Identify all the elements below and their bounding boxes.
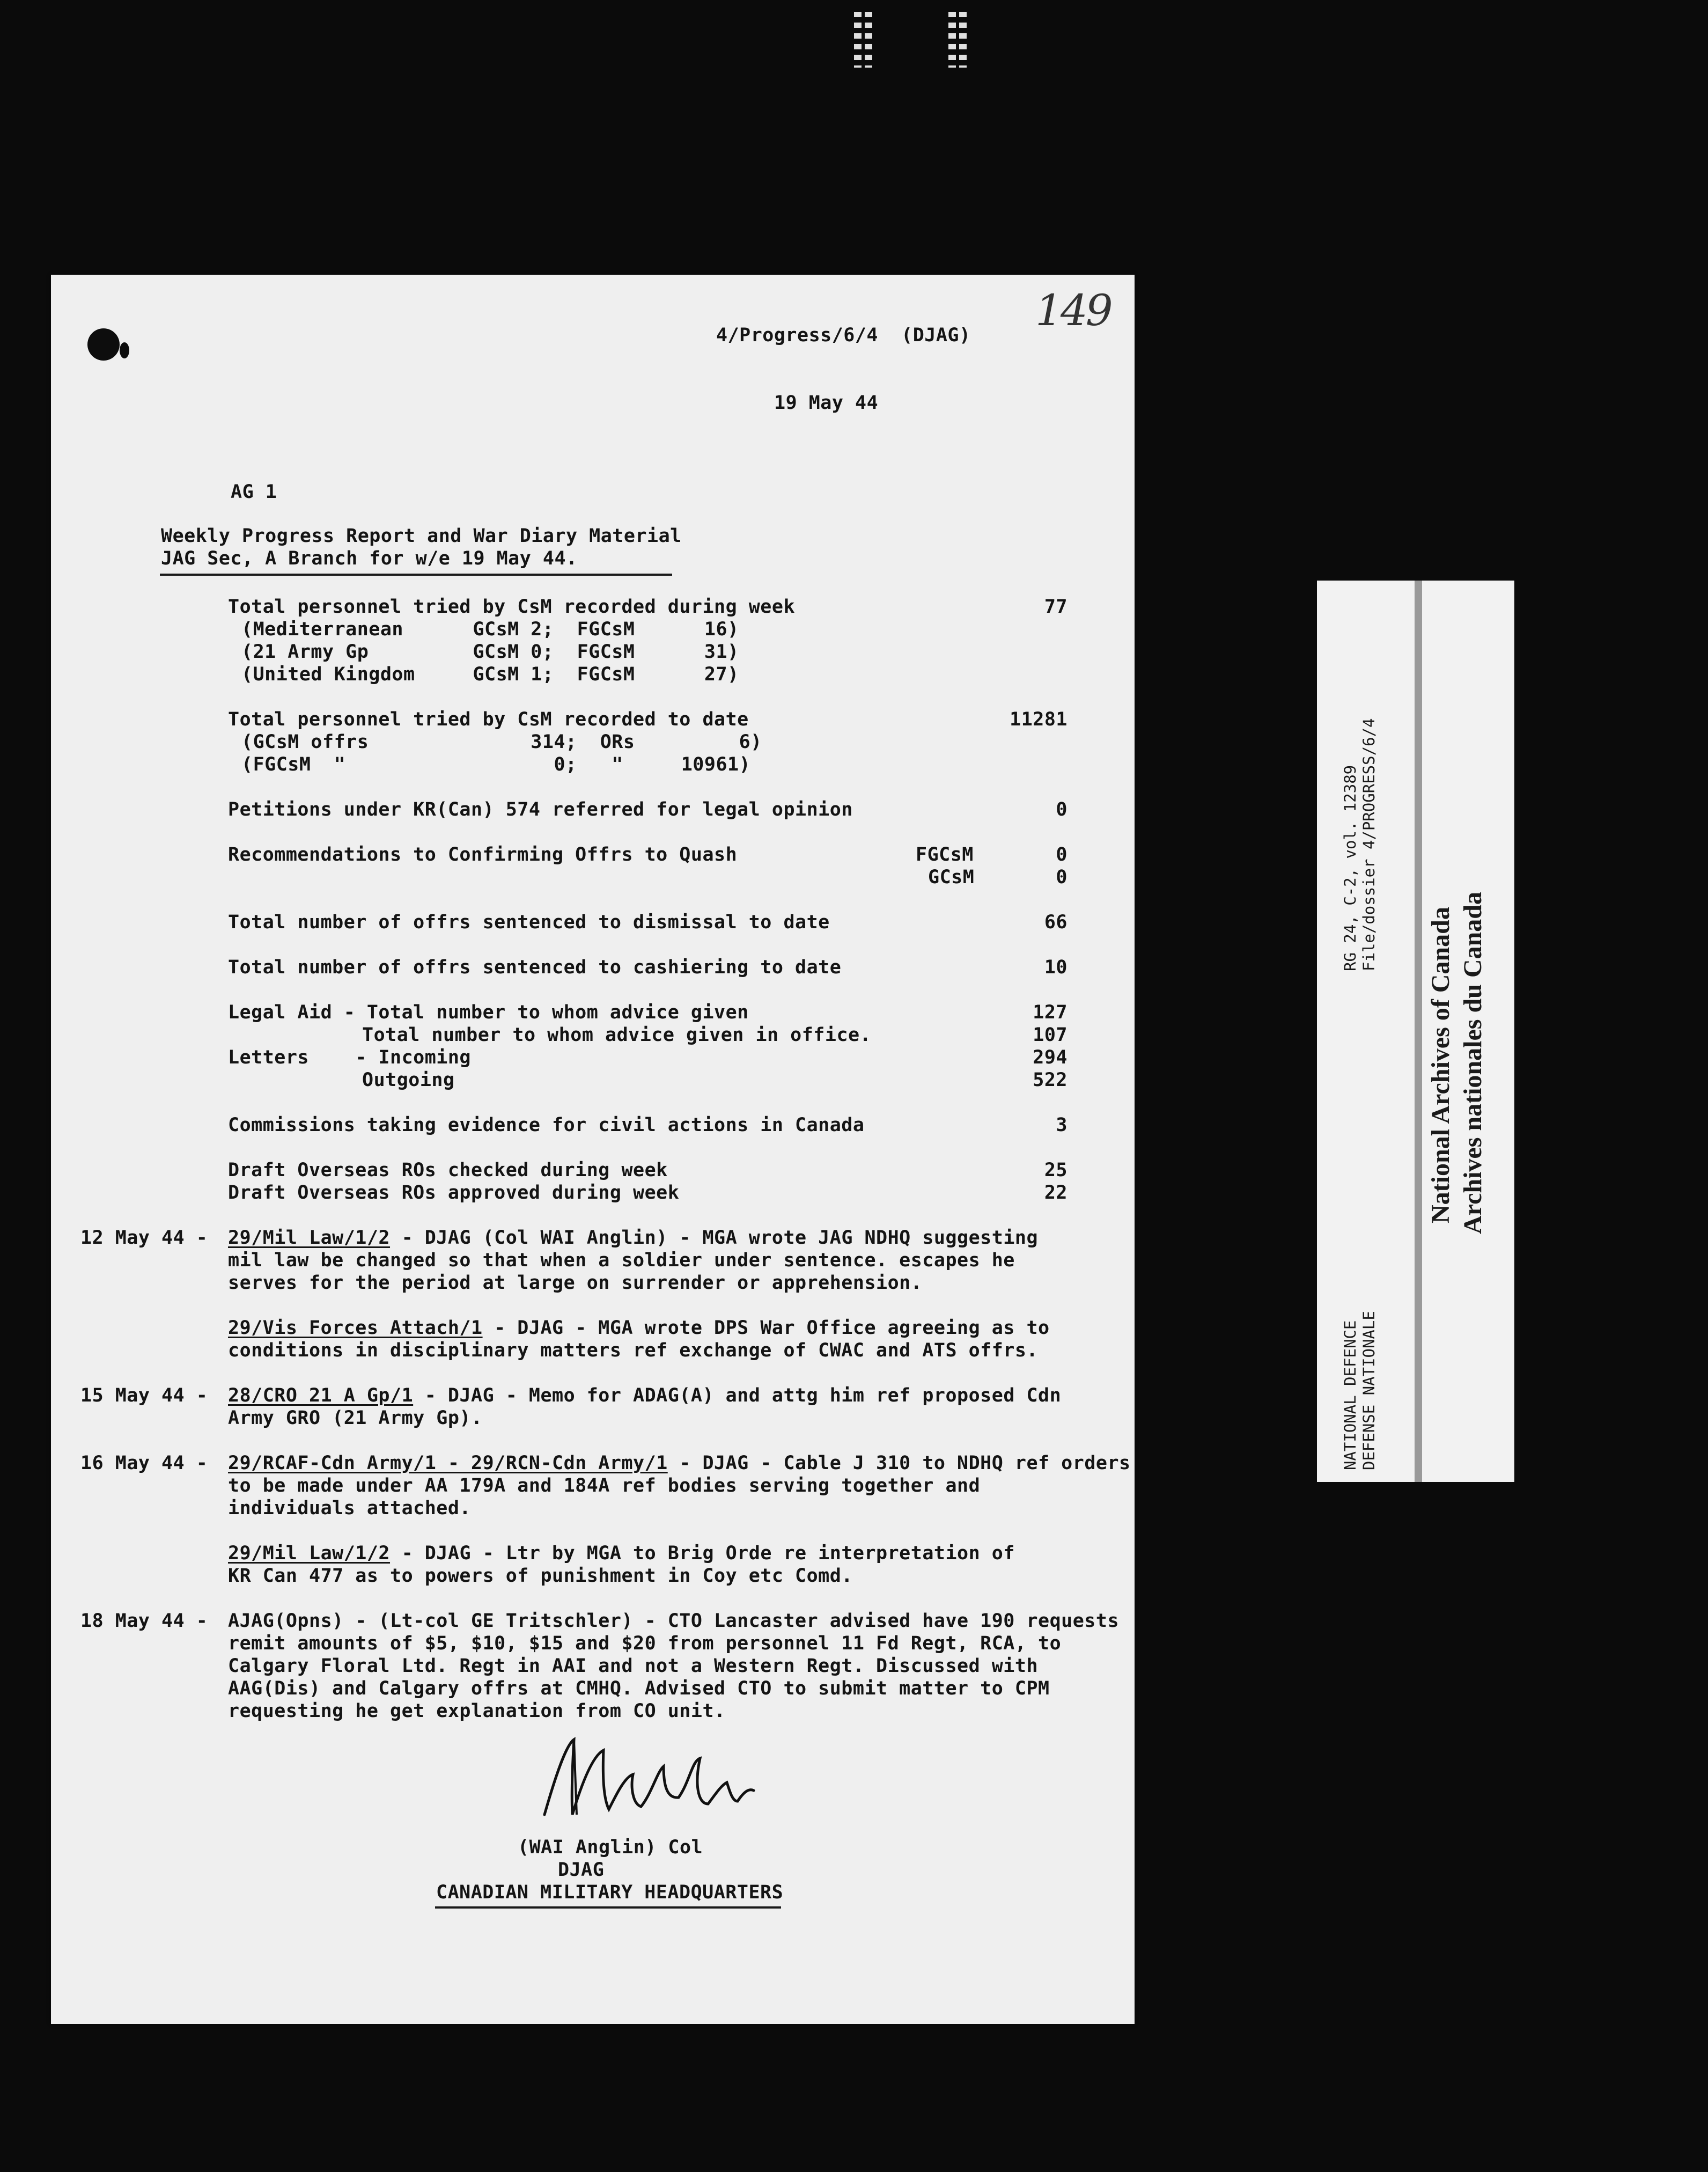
diary-entry-line: KR Can 477 as to powers of punishment in Coy etc Comd.: [228, 1565, 853, 1587]
file-reference-link: 29/RCAF-Cdn Army/1 - 29/RCN-Cdn Army/1: [228, 1452, 668, 1474]
diary-entry-line: serves for the period at large on surrender or apprehension.: [228, 1272, 923, 1294]
petitions-label: Petitions under KR(Can) 574 referred for legal opinion: [228, 799, 853, 820]
tried-date-label: Total personnel tried by CsM recorded to date: [228, 709, 749, 730]
punch-hole: [87, 328, 120, 361]
subject-underline: [160, 574, 672, 576]
file-reference: 4/Progress/6/4 (DJAG): [716, 325, 971, 346]
quash-gcsm-value: 0: [1056, 867, 1068, 888]
legal-aid-office-label: Total number to whom advice given in office.: [362, 1024, 872, 1046]
diary-entry-line: [228, 1384, 1061, 1407]
legal-aid-value: 127: [1033, 1002, 1068, 1023]
quash-fgcsm-value: 0: [1056, 844, 1068, 865]
signatory-title: DJAG: [558, 1859, 605, 1881]
commissions-value: 3: [1056, 1114, 1068, 1136]
diary-entry-line: individuals attached.: [228, 1498, 472, 1519]
diary-entry-line: to be made under AA 179A and 184A ref bodies serving together and: [228, 1475, 981, 1496]
subject-line-1: Weekly Progress Report and War Diary Material: [161, 525, 682, 547]
film-frame-mark: [948, 12, 956, 68]
signatory-name: (WAI Anglin) Col: [518, 1837, 703, 1858]
entry-date: 15 May 44 -: [80, 1385, 208, 1406]
file-reference-link: 29/Vis Forces Attach/1: [228, 1317, 483, 1339]
diary-entry-line: [228, 1317, 1050, 1339]
quash-fgcsm-label: FGCsM: [916, 844, 974, 865]
tried-week-breakdown-row: (21 Army Gp GCsM 0; FGCsM 31): [241, 641, 739, 663]
film-frame-mark: [865, 12, 872, 68]
file-reference-link: 29/Mil Law/1/2: [228, 1543, 391, 1564]
film-frame-mark: [959, 12, 967, 68]
diary-entry-line: [228, 1227, 1038, 1249]
dismissal-value: 66: [1044, 912, 1068, 933]
diary-entry-line: conditions in disciplinary matters ref exchange of CWAC and ATS offrs.: [228, 1340, 1039, 1361]
document-date: 19 May 44: [774, 392, 879, 414]
department-name-en: NATIONAL DEFENCE: [1341, 1320, 1359, 1470]
letters-outgoing-value: 522: [1033, 1069, 1068, 1091]
handwritten-signature: [523, 1734, 802, 1825]
diary-entry-line: [228, 1542, 1015, 1565]
department-name-fr: DEFENSE NATIONALE: [1360, 1311, 1378, 1470]
subject-line-2: JAG Sec, A Branch for w/e 19 May 44.: [161, 548, 578, 569]
archives-name-en: National Archives of Canada: [1426, 907, 1455, 1223]
entry-text: - DJAG - Cable J 310 to NDHQ ref orders: [667, 1452, 1131, 1474]
quash-gcsm-label: GCsM: [928, 867, 975, 888]
tried-week-label: Total personnel tried by CsM recorded during week: [228, 596, 796, 618]
letters-outgoing-label: Outgoing: [362, 1069, 455, 1091]
tried-week-breakdown-row: (United Kingdom GCsM 1; FGCsM 27): [241, 664, 739, 685]
archive-file-reference: File/dossier 4/PROGRESS/6/4: [1360, 718, 1378, 971]
dismissal-label: Total number of offrs sentenced to dismissal to date: [228, 912, 830, 933]
ros-approved-value: 22: [1044, 1182, 1068, 1204]
entry-date: 16 May 44 -: [80, 1452, 208, 1474]
diary-entry-line: AJAG(Opns) - (Lt-col GE Tritschler) - CTO Lancaster advised have 190 requests: [228, 1610, 1120, 1632]
addressee: AG 1: [231, 481, 277, 503]
tried-date-breakdown-row: (GCsM offrs 314; ORs 6): [241, 731, 762, 753]
label-divider: [1415, 581, 1422, 1482]
commissions-label: Commissions taking evidence for civil actions in Canada: [228, 1114, 865, 1136]
diary-entry-line: Army GRO (21 Army Gp).: [228, 1407, 483, 1429]
film-frame-mark: [854, 12, 862, 68]
letters-label: Letters - Incoming: [228, 1047, 472, 1068]
diary-entry-line: remit amounts of $5, $10, $15 and $20 from personnel 11 Fd Regt, RCA, to: [228, 1633, 1062, 1654]
entry-text: - DJAG - MGA wrote DPS War Office agreeing as to: [482, 1317, 1050, 1339]
organization-underline: [435, 1906, 781, 1909]
entry-date: 12 May 44 -: [80, 1227, 208, 1249]
legal-aid-office-value: 107: [1033, 1024, 1068, 1046]
entry-date: 18 May 44 -: [80, 1610, 208, 1632]
petitions-value: 0: [1056, 799, 1068, 820]
archive-rg-reference: RG 24, C-2, vol. 12389: [1341, 765, 1359, 971]
tried-week-breakdown-row: (Mediterranean GCsM 2; FGCsM 16): [241, 619, 739, 640]
letters-incoming-value: 294: [1033, 1047, 1068, 1068]
entry-text: - DJAG - Ltr by MGA to Brig Orde re interpretation of: [390, 1543, 1015, 1564]
archives-name-fr: Archives nationales du Canada: [1459, 892, 1487, 1234]
file-reference-link: 29/Mil Law/1/2: [228, 1227, 391, 1249]
quash-label: Recommendations to Confirming Offrs to Quash: [228, 844, 738, 865]
punch-hole: [120, 342, 129, 358]
diary-entry-line: mil law be changed so that when a soldier under sentence. escapes he: [228, 1250, 1015, 1271]
diary-entry-line: AAG(Dis) and Calgary offrs at CMHQ. Advised CTO to submit matter to CPM: [228, 1678, 1050, 1699]
diary-entry-line: Calgary Floral Ltd. Regt in AAI and not a Western Regt. Discussed with: [228, 1655, 1039, 1677]
tried-date-value: 11281: [1010, 709, 1068, 730]
file-reference-link: 28/CRO 21 A Gp/1: [228, 1385, 414, 1406]
entry-text: - DJAG (Col WAI Anglin) - MGA wrote JAG NDHQ suggesting: [390, 1227, 1039, 1249]
ros-checked-label: Draft Overseas ROs checked during week: [228, 1160, 668, 1181]
ros-checked-value: 25: [1044, 1160, 1068, 1181]
handwritten-folio-number: 149: [1035, 285, 1111, 335]
diary-entry-line: requesting he get explanation from CO unit.: [228, 1700, 726, 1722]
ros-approved-label: Draft Overseas ROs approved during week: [228, 1182, 680, 1204]
tried-date-breakdown-row: (FGCsM " 0; " 10961): [241, 754, 751, 775]
tried-week-value: 77: [1044, 596, 1068, 618]
document-page: [51, 275, 1135, 2024]
diary-entry-line: [228, 1452, 1131, 1474]
cashiering-label: Total number of offrs sentenced to cashiering to date: [228, 957, 842, 978]
legal-aid-label: Legal Aid - Total number to whom advice given: [228, 1002, 749, 1023]
signatory-organization: CANADIAN MILITARY HEADQUARTERS: [436, 1882, 784, 1903]
entry-text: - DJAG - Memo for ADAG(A) and attg him ref proposed Cdn: [413, 1385, 1062, 1406]
cashiering-value: 10: [1044, 957, 1068, 978]
